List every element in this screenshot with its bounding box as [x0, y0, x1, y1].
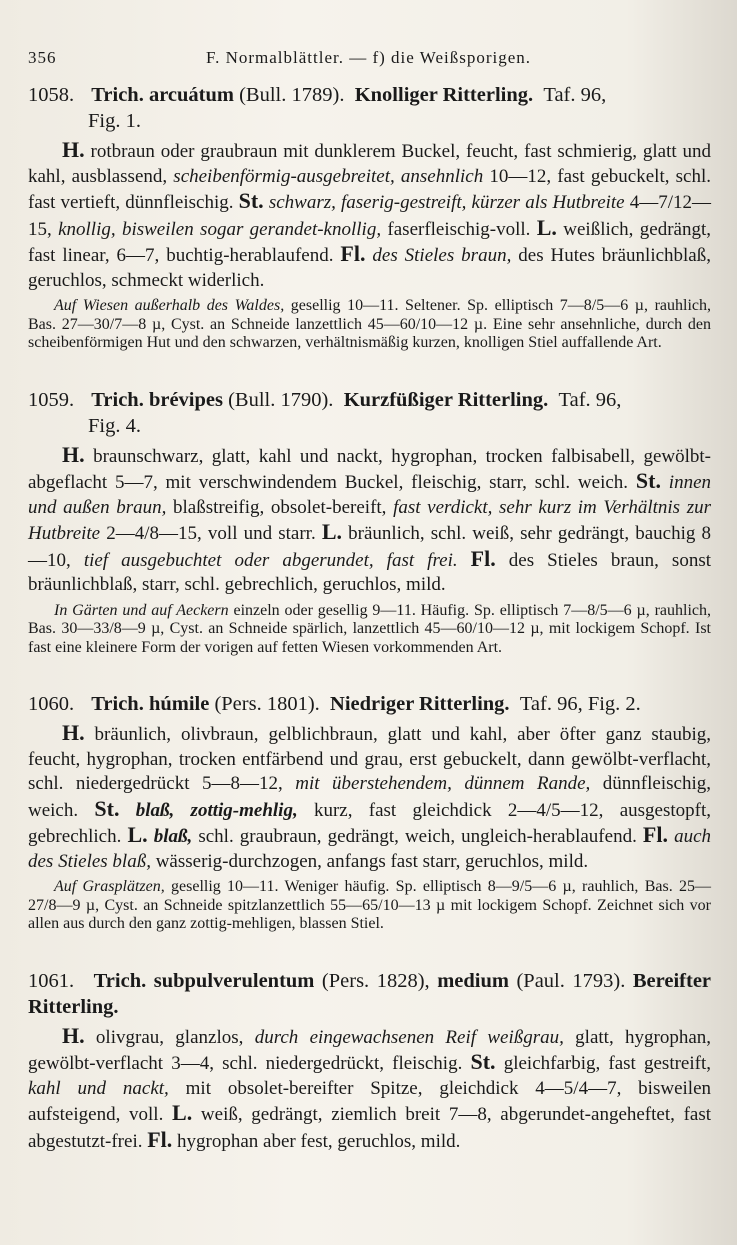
species-description: [28, 1024, 711, 1155]
note-text: einzeln oder gesellig 9—11. Häufig. Sp. elliptisch 7—8/5—6 µ, rauhlich, Bas. 30—33/8—9 µ, Cyst. an Schneide spärlich, lanzettlich 45—60/10—12 µ, mit lockigem Schopf. Ist fast eine kleinere Form der vorigen auf fetten Wiesen vorkommenden Art.: [28, 601, 711, 656]
key-fleisch: Fl.: [340, 241, 366, 266]
habitat-italic: In Gärten und auf Aeckern: [54, 601, 229, 619]
key-stiel: St.: [238, 188, 264, 213]
key-lamellen: L.: [536, 214, 557, 240]
desc-text: 4—7/12—15,: [28, 192, 712, 240]
habitat-note: [28, 602, 711, 658]
entry-number: 1061.: [28, 969, 75, 992]
desc-italic: scheibenförmig-ausgebreitet, ansehnlich: [173, 165, 484, 187]
desc-text: [661, 472, 669, 493]
common-name: Knolliger Ritterling.: [354, 84, 534, 106]
desc-text: hygrophan aber fest, geruchlos, mild.: [172, 1130, 461, 1152]
entry-heading: [28, 82, 711, 134]
entry-heading: [28, 387, 711, 439]
desc-text: schl. graubraun, gedrängt, weich, ungleich-herablaufend.: [192, 826, 643, 847]
key-lamellen: L.: [127, 822, 148, 847]
desc-text: bräunlich, schl. weiß, sehr gedrängt, bauchig 8—10,: [28, 523, 711, 571]
figure-ref: Fig. 4.: [88, 414, 141, 437]
desc-italic: schwarz, faserig-gestreift, kürzer als Hutbreite: [268, 192, 625, 213]
key-stiel: St.: [635, 468, 661, 493]
species-name: Trich. arcuátum: [91, 84, 234, 106]
desc-text: [119, 800, 135, 821]
entry-number: 1060.: [28, 693, 75, 715]
species-author: (Bull. 1790).: [228, 388, 334, 411]
desc-bold-italic: blaß, zottig-mehlig,: [135, 799, 298, 821]
species-entry-1060: [28, 691, 711, 934]
desc-text: braunschwarz, glatt, kahl und nackt, hygrophan, trocken falbisabell, gewölbt-abgeflacht 5—7, mit verschwindendem Buckel, fleischig, starr, schl. weich.: [28, 445, 711, 493]
species-name: Trich. brévipes: [91, 388, 223, 411]
species-entry-1058: [28, 82, 711, 353]
common-name: Bereifter Ritterling.: [28, 969, 712, 1018]
synonym-name: medium: [437, 969, 509, 992]
note-text: gesellig 10—11. Weniger häufig. Sp. elliptisch 8—9/5—6 µ, rauhlich, Bas. 25—27/8—9 µ, Cyst. an Schneide spitzlanzettlich 55—65/10—13 µ mit lockigem Schopf. Zeichnet sich vor allen aus durch den ganz zottig-mehligen, blassen Stiel.: [28, 878, 711, 932]
desc-text: weiß, gedrängt, ziemlich breit 7—8, abgerundet-angeheftet, fast abgestutzt-frei.: [28, 1104, 712, 1152]
desc-text: weißlich, gedrängt, fast linear, 6—7, buchtig-herablaufend.: [28, 218, 711, 266]
entry-number: 1058.: [28, 84, 75, 106]
plate-ref: Taf. 96,: [543, 84, 607, 106]
key-lamellen: L.: [172, 1100, 193, 1125]
synonym-author: (Paul. 1793).: [516, 969, 626, 992]
key-fleisch: Fl.: [642, 822, 668, 847]
entry-heading: [28, 968, 711, 1020]
desc-text: olivgrau, glanzlos,: [84, 1026, 255, 1048]
entry-heading: [28, 691, 711, 717]
desc-italic: auch des Stieles blaß,: [28, 826, 712, 872]
desc-text: dünnfleischig, weich.: [28, 773, 711, 821]
species-author: (Bull. 1789).: [239, 84, 345, 106]
common-name: Kurzfüßiger Ritterling.: [343, 388, 549, 411]
desc-italic: des Stieles braun,: [372, 245, 512, 266]
desc-text: kurz, fast gleichdick 2—4/5—12, ausgestopft, gebrechlich.: [28, 799, 711, 847]
desc-italic: fast verdickt, sehr kurz im Verhältnis zur Hutbreite: [28, 496, 711, 544]
species-entry-1061: [28, 968, 711, 1155]
species-author: (Pers. 1828),: [321, 969, 430, 992]
note-text: gesellig 10—11. Seltener. Sp. elliptisch 7—8/5—6 µ, rauhlich, Bas. 27—30/7—8 µ, Cyst. an Schneide lanzettlich 45—60/10—12 µ. Eine sehr ansehnliche, durch den scheibenförmigen Hut und den schwarzen, verhältnismäßig kurzen, knolligen Stiel auffallende Art.: [28, 297, 711, 351]
species-description: [28, 721, 711, 874]
desc-italic: durch eingewachsenen Reif weißgrau,: [254, 1026, 564, 1048]
desc-text: des Hutes bräunlichblaß, geruchlos, schmeckt widerlich.: [28, 245, 711, 291]
species-name: Trich. subpulverulentum: [93, 969, 315, 992]
desc-text: rotbraun oder graubraun mit dunklerem Buckel, feucht, fast schmierig, glatt und kahl, ausblassend,: [28, 141, 711, 187]
key-fleisch: Fl.: [147, 1126, 173, 1152]
key-stiel: St.: [94, 795, 120, 821]
running-title: F. Normalblättler. — f) die Weißsporigen.: [206, 48, 532, 67]
desc-text: 10—12, fast gebuckelt, schl. fast vertieft, dünnfleischig.: [28, 165, 711, 213]
key-lamellen: L.: [321, 519, 343, 544]
key-hut: H.: [62, 441, 85, 467]
key-fleisch: Fl.: [470, 545, 496, 571]
key-hut: H.: [62, 137, 85, 162]
desc-text: des Stieles braun, sonst bräunlichblaß, starr, schl. gebrechlich, geruchlos, mild.: [28, 549, 711, 595]
desc-italic: mit überstehendem, dünnem Rande,: [295, 773, 591, 794]
species-description: [28, 138, 711, 293]
desc-text: bräunlich, olivbraun, gelblichbraun, glatt und kahl, aber öfter ganz staubig, feucht, hygrophan, trocken entfärbend und grau, erst gebuckelt, dann gewölbt-verflacht, schl. niedergedrückt 5—8—12,: [28, 724, 711, 794]
page-header: [28, 48, 711, 82]
desc-italic: tief ausgebuchtet oder abgerundet, fast frei.: [83, 549, 458, 571]
desc-text: 2—4/8—15, voll und starr.: [100, 523, 322, 544]
habitat-note: [28, 297, 711, 353]
plate-ref: Taf. 96, Fig. 2.: [519, 693, 641, 715]
entry-number: 1059.: [28, 388, 75, 411]
habitat-italic: Auf Wiesen außerhalb des Waldes,: [54, 297, 285, 314]
species-author: (Pers. 1801).: [214, 693, 320, 715]
desc-text: wässerig-durchzogen, anfangs fast starr, geruchlos, mild.: [150, 850, 589, 872]
key-hut: H.: [62, 720, 85, 745]
desc-text: mit obsolet-bereifter Spitze, gleichdick 4—5/4—7, bisweilen aufsteigend, voll.: [28, 1077, 711, 1125]
species-name: Trich. húmile: [91, 693, 210, 715]
desc-text: blaßstreifig, obsolet-bereift,: [166, 496, 394, 518]
habitat-italic: Auf Grasplätzen,: [54, 878, 165, 895]
species-entry-1059: [28, 387, 711, 658]
desc-italic: innen und außen braun,: [28, 472, 712, 518]
desc-text: faserfleischig-voll.: [381, 218, 537, 240]
habitat-note: [28, 878, 711, 934]
desc-text: [458, 550, 471, 571]
page-number: 356: [28, 48, 57, 67]
desc-bold-italic: blaß,: [153, 826, 193, 847]
key-stiel: St.: [470, 1049, 496, 1074]
plate-ref: Taf. 96,: [558, 388, 622, 411]
desc-text: glatt, hygrophan, gewölbt-verflacht 3—4, schl. niedergedrückt, fleischig.: [28, 1026, 712, 1074]
figure-ref: Fig. 1.: [88, 110, 141, 132]
key-hut: H.: [62, 1022, 85, 1048]
desc-italic: kahl und nackt,: [28, 1077, 169, 1099]
common-name: Niedriger Ritterling.: [330, 693, 510, 715]
desc-italic: knollig, bisweilen sogar gerandet-knollig,: [58, 218, 382, 240]
species-description: [28, 443, 711, 598]
desc-text: gleichfarbig, fast gestreift,: [495, 1053, 711, 1074]
